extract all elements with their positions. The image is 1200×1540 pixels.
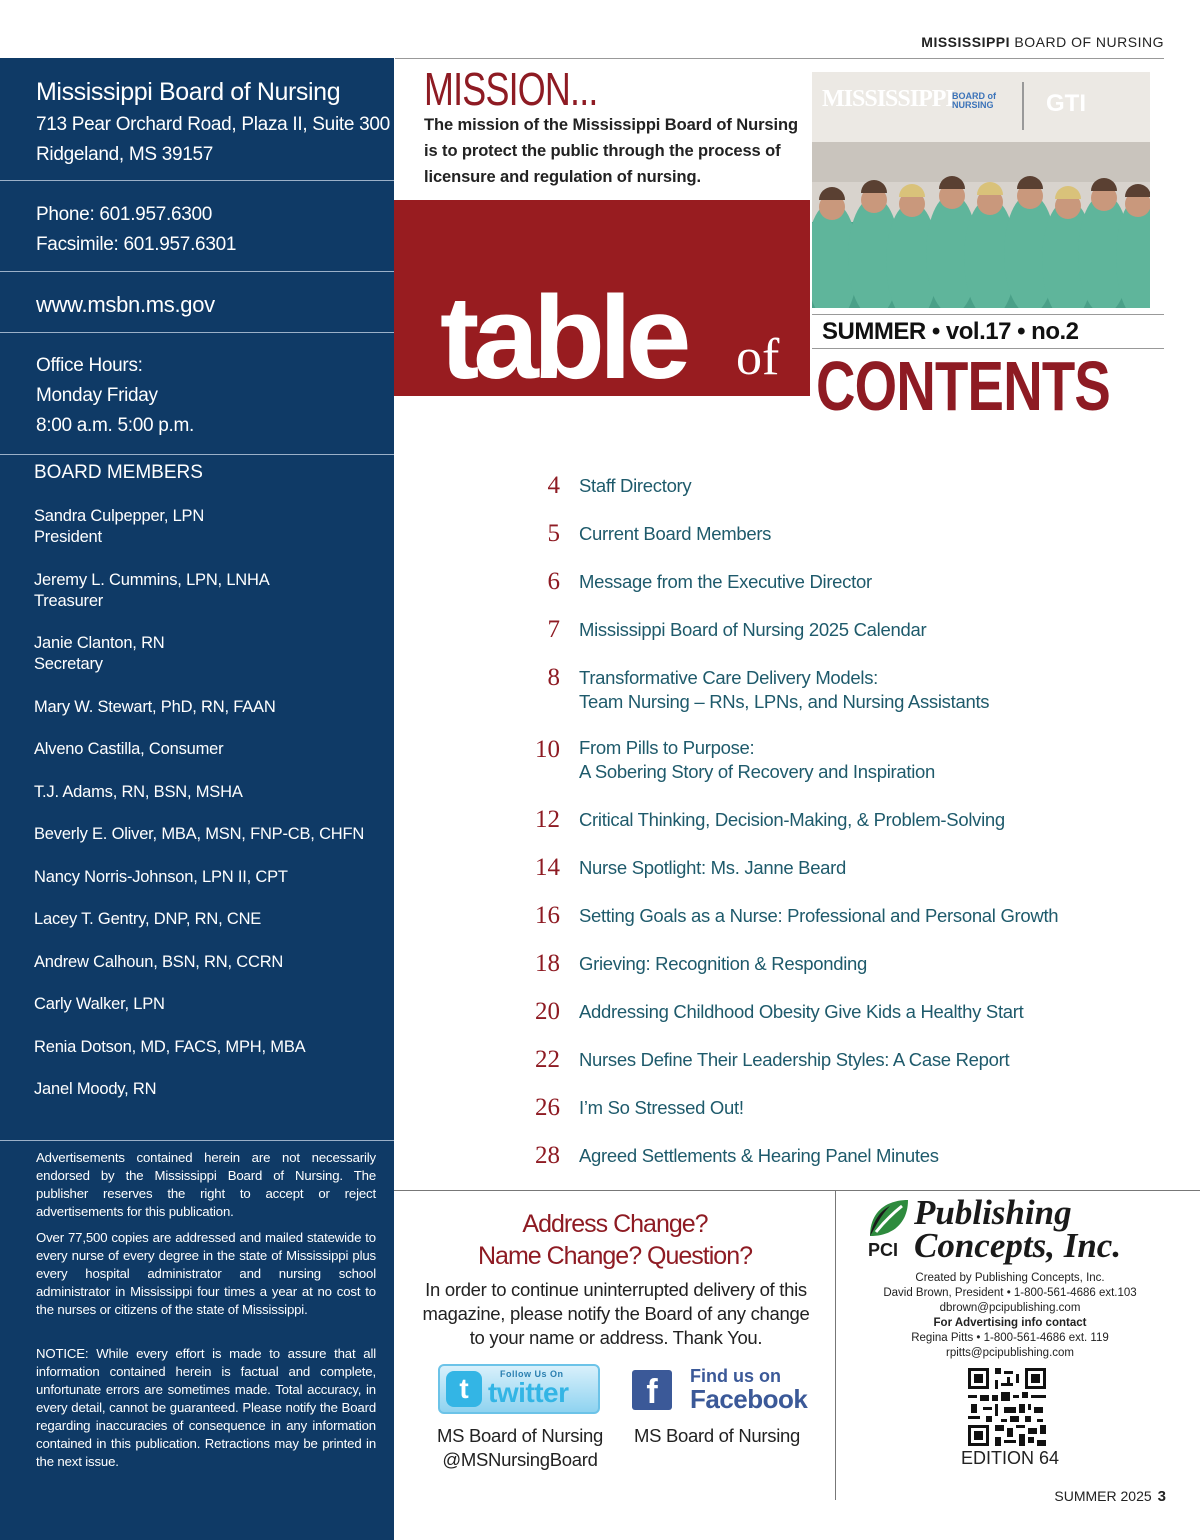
- toc-page-number: 18: [535, 950, 560, 977]
- toc-page-number: 4: [547, 472, 560, 499]
- advertising-email[interactable]: rpitts@pcipublishing.com: [945, 1347, 1074, 1359]
- toc-subtitle: A Sobering Story of Recovery and Inspiration: [579, 761, 935, 782]
- office-days: Monday Friday: [36, 385, 158, 406]
- toc-title: Staff Directory: [579, 475, 692, 496]
- sidebar-divider: [0, 271, 394, 272]
- publisher-president-email[interactable]: dbrown@pcipublishing.com: [939, 1302, 1081, 1314]
- board-member: [34, 570, 270, 612]
- photo-logo-board: BOARD of NURSING: [952, 91, 996, 110]
- publisher-created-by: Created by Publishing Concepts, Inc.: [915, 1272, 1105, 1284]
- twitter-bird-icon: t: [446, 1371, 482, 1407]
- member-name: Sandra Culpepper, LPN: [34, 507, 205, 525]
- address-line-1: 713 Pear Orchard Road, Plaza II, Suite 300: [36, 114, 390, 135]
- board-member: Andrew Calhoun, BSN, RN, CCRN: [34, 953, 284, 971]
- board-member: Janel Moody, RN: [34, 1080, 157, 1098]
- twitter-label-name: MS Board of Nursing: [436, 1425, 603, 1446]
- pci-leaf-icon: [866, 1198, 910, 1238]
- mission-statement: The mission of the Mississippi Board of Nursing is to protect the public through the process of licensure and regulation of nursing.: [424, 116, 798, 186]
- board-member: Alveno Castilla, Consumer: [34, 740, 224, 758]
- toc-title: I’m So Stressed Out!: [579, 1097, 744, 1118]
- qr-code-icon[interactable]: [968, 1368, 1046, 1446]
- address-change-body: In order to continue uninterrupted delivery of this magazine, please notify the Board of any change to your name or address. Thank You.: [422, 1279, 810, 1348]
- facebook-f-icon: f: [632, 1370, 672, 1410]
- twitter-badge[interactable]: [438, 1364, 600, 1414]
- member-role: Treasurer: [34, 592, 104, 610]
- advertising-contact: Regina Pitts • 1-800-561-4686 ext. 119: [911, 1332, 1109, 1344]
- sidebar-divider: [0, 332, 394, 333]
- toc-title: Transformative Care Delivery Models:: [579, 667, 878, 688]
- toc-page-number: 7: [547, 616, 560, 643]
- toc-page-number: 14: [535, 854, 560, 881]
- toc-title: Message from the Executive Director: [579, 571, 872, 592]
- board-member: [34, 633, 165, 675]
- toc-page-number: 5: [547, 520, 560, 547]
- header-divider: [395, 58, 1164, 59]
- sidebar-divider: [0, 1140, 394, 1141]
- address-change-heading: [420, 1208, 810, 1272]
- board-member: Carly Walker, LPN: [34, 995, 165, 1013]
- publisher-logo-line1: Publishing: [914, 1193, 1072, 1232]
- member-role: President: [34, 528, 102, 546]
- org-name: Mississippi Board of Nursing: [36, 78, 341, 106]
- board-members-heading: BOARD MEMBERS: [34, 462, 203, 483]
- address-change-title: Address Change?: [522, 1210, 708, 1238]
- facebook-badge-top: Find us on: [690, 1366, 781, 1386]
- toc-title: Nurses Define Their Leadership Styles: A Case Report: [579, 1049, 1010, 1070]
- phone-number: Phone: 601.957.6300: [36, 204, 213, 225]
- address-line-2: Ridgeland, MS 39157: [36, 144, 214, 165]
- office-hours-label: Office Hours:: [36, 355, 143, 376]
- member-role: Secretary: [34, 655, 103, 673]
- name-change-title: Name Change? Question?: [477, 1242, 753, 1270]
- board-member: Lacey T. Gentry, DNP, RN, CNE: [34, 910, 262, 928]
- toc-title: Critical Thinking, Decision-Making, & Problem-Solving: [579, 809, 1005, 830]
- page-footer: [1054, 1488, 1166, 1505]
- board-member: Renia Dotson, MD, FACS, MPH, MBA: [34, 1038, 306, 1056]
- bottom-divider: [394, 1190, 1200, 1191]
- toc-title: Agreed Settlements & Hearing Panel Minutes: [579, 1145, 939, 1166]
- member-name: Janie Clanton, RN: [34, 634, 165, 652]
- publisher-logo-line2: Concepts, Inc.: [914, 1226, 1122, 1265]
- toc-title: Mississippi Board of Nursing 2025 Calendar: [579, 619, 927, 640]
- photo-divider: [812, 314, 1164, 315]
- toc-title: Nurse Spotlight: Ms. Janne Beard: [579, 857, 847, 878]
- twitter-label-handle: @MSNursingBoard: [442, 1449, 598, 1470]
- bottom-column-divider: [835, 1190, 836, 1500]
- mission-title: MISSION...: [424, 63, 598, 115]
- toc-title: Setting Goals as a Nurse: Professional and Personal Growth: [579, 905, 1059, 926]
- header-publication-bold: MISSISSIPPI: [921, 34, 1011, 50]
- advertising-disclaimer: Advertisements contained herein are not necessarily endorsed by the Mississippi Board of Nursing. The publisher reserves the right to accept or reject advertisements for this publication.: [36, 1150, 376, 1219]
- toc-page-number: 6: [547, 568, 560, 595]
- toc-page-number: 16: [535, 902, 560, 929]
- office-times: 8:00 a.m. 5:00 p.m.: [36, 415, 194, 436]
- toc-page-number: 8: [547, 664, 560, 691]
- contact-sidebar: [0, 58, 394, 1540]
- board-member: Mary W. Stewart, PhD, RN, FAAN: [34, 698, 276, 716]
- board-member: T.J. Adams, RN, BSN, MSHA: [34, 783, 243, 801]
- title-word-of: of: [736, 329, 780, 386]
- toc-page-number: 12: [535, 806, 560, 833]
- toc-title: From Pills to Purpose:: [579, 737, 755, 758]
- staff-photo: [812, 72, 1150, 308]
- board-member: Beverly E. Oliver, MBA, MSN, FNP-CB, CHFN: [34, 825, 365, 843]
- edition-number: EDITION 64: [960, 1448, 1060, 1468]
- board-member: Nancy Norris-Johnson, LPN II, CPT: [34, 868, 288, 886]
- toc-page-number: 26: [535, 1094, 560, 1121]
- toc-page-number: 22: [535, 1046, 560, 1073]
- fax-number: Facsimile: 601.957.6301: [36, 234, 237, 255]
- publisher-logo: [914, 1193, 1122, 1265]
- board-member: [34, 506, 204, 548]
- toc-page-number: 10: [535, 736, 560, 763]
- publisher-president: David Brown, President • 1-800-561-4686 ext.103: [883, 1287, 1137, 1299]
- photo-logo-mississippi: MISSISSIPPI: [822, 86, 954, 112]
- sidebar-divider: [0, 180, 394, 181]
- facebook-badge[interactable]: [632, 1366, 812, 1416]
- website-link[interactable]: www.msbn.ms.gov: [36, 292, 215, 317]
- facebook-label[interactable]: MS Board of Nursing: [633, 1425, 800, 1446]
- header-publication-rest: BOARD OF NURSING: [1014, 34, 1164, 50]
- footer-issue: SUMMER 2025: [1054, 1488, 1152, 1504]
- toc-page-number: 20: [535, 998, 560, 1025]
- toc-title: Grieving: Recognition & Responding: [579, 953, 868, 974]
- photo-logo-gti: GTI: [1046, 90, 1086, 117]
- advertising-label: For Advertising info contact: [933, 1317, 1087, 1329]
- twitter-badge-word: twitter: [488, 1377, 569, 1408]
- sidebar-divider: [0, 454, 394, 455]
- issue-volume: SUMMER • vol.17 • no.2: [822, 318, 1079, 345]
- member-name: Jeremy L. Cummins, LPN, LNHA: [34, 571, 270, 589]
- running-header: [921, 34, 1164, 50]
- twitter-handle[interactable]: [420, 1424, 620, 1472]
- circulation-note: Over 77,500 copies are addressed and mailed statewide to every nurse of every degree in the state of Mississippi plus every hospital administrator and nursing school administrator in Mississippi four times a year at no cost to the nurses or citizens of the state of Mississippi.: [36, 1230, 376, 1317]
- accuracy-notice: NOTICE: While every effort is made to assure that all information contained herein is factual and complete, unfortunate errors are sometimes made. Total accuracy, in every detail, cannot be guaranteed. Please notify the Board regarding inaccuracies of consequence in any information contained in this publication. Retractions may be printed in the next issue.: [36, 1346, 376, 1469]
- toc-title: Addressing Childhood Obesity Give Kids a Healthy Start: [579, 1001, 1024, 1022]
- toc-subtitle: Team Nursing – RNs, LPNs, and Nursing Assistants: [579, 691, 990, 712]
- toc-title: Current Board Members: [579, 523, 772, 544]
- page-number: 3: [1157, 1488, 1166, 1505]
- title-word-contents: CONTENTS: [816, 347, 1111, 425]
- twitter-badge-top: Follow Us On: [500, 1369, 564, 1379]
- facebook-badge-word: Facebook: [690, 1384, 808, 1414]
- pci-mark: PCI: [868, 1240, 899, 1260]
- title-word-table: table: [440, 272, 686, 404]
- toc-page-number: 28: [535, 1142, 560, 1169]
